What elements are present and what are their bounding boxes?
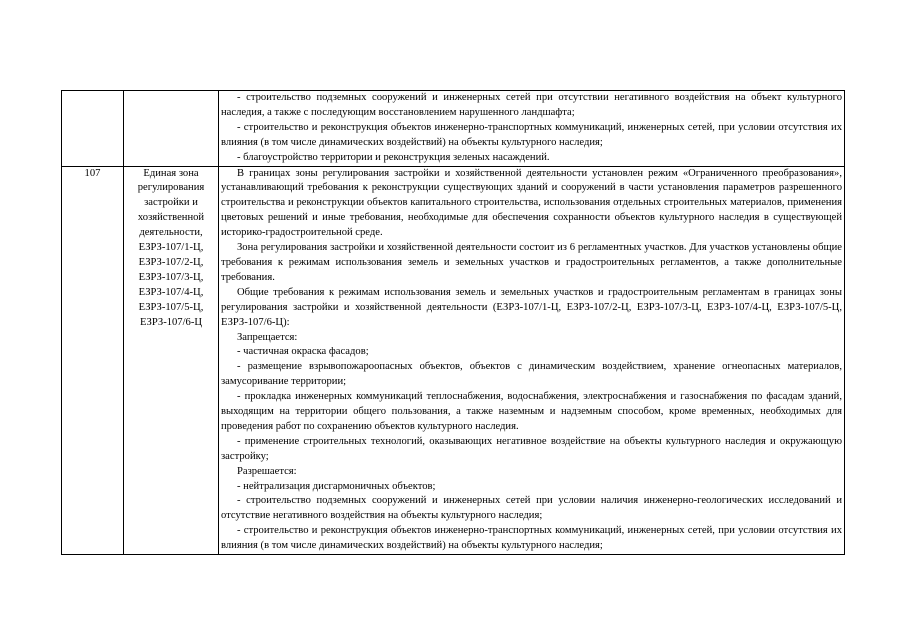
regime-paragraph: Общие требования к режимам использования земель и земельных участков и градостроительным регламентам в границах зоны регулирования застройки и хозяйственной деятельности (ЕЗРЗ-107/1-Ц, ЕЗРЗ-107/2-Ц, ЕЗРЗ-107/3-Ц, ЕЗРЗ-107/4-Ц, ЕЗРЗ-107/5-Ц, ЕЗРЗ-107/6-Ц): [221, 286, 842, 328]
table-row [62, 166, 845, 555]
prohibited-heading: Запрещается: [237, 331, 298, 343]
requirement-item: - строительство подземных сооружений и инженерных сетей при отсутствии негативного воздействия на объект культурного наследия, а также с последующим восстановлением нарушенного ландшафта; [221, 92, 842, 118]
table-row [62, 91, 845, 167]
requirements-cell [219, 91, 845, 167]
zone-code: ЕЗРЗ-107/4-Ц, [138, 286, 204, 298]
requirement-item: - частичная окраска фасадов; [237, 346, 369, 358]
zone-name-cell [124, 166, 219, 555]
requirement-item: - прокладка инженерных коммуникаций теплоснабжения, водоснабжения, электроснабжения и газоснабжения по фасадам зданий, выходящим на территории общего пользования, а также наземным и надземным способом, кроме временных, необходимых для проведения работ по сохранению объектов культурного наследия. [221, 391, 842, 432]
zone-code: ЕЗРЗ-107/6-Ц [139, 316, 203, 328]
row-number-cell [62, 91, 124, 167]
requirement-item: - благоустройство территории и реконструкция зеленых насаждений. [237, 151, 550, 163]
zone-name: Единая зона регулирования застройки и хозяйственной деятельности, [137, 167, 205, 239]
requirement-item: - строительство и реконструкция объектов инженерно-транспортных коммуникаций, инженерных сетей, при условии отсутствия их влияния (в том числе динамических воздействий) на объекты культурного наследия; [221, 121, 842, 148]
requirement-item: - размещение взрывопожароопасных объектов, объектов с динамическим воздействием, хранение огнеопасных материалов, замусоривание территории; [221, 361, 842, 388]
requirement-item: - строительство и реконструкция объектов инженерно-транспортных коммуникаций, инженерных сетей, при условии отсутствия их влияния (в том числе динамических воздействий) на объекты культурного наследия; [221, 525, 842, 552]
regime-paragraph: В границах зоны регулирования застройки и хозяйственной деятельности установлен режим «Ограниченного преобразования», устанавливающий требования к реконструкции существующих зданий и сооружений в части установления параметров разрешенного строительства и реконструкции объектов капитального строительства, использования отдельных строительных материалов, применения цветовых решений и иные требования, необходимые для обеспечения сохранности объектов культурного наследия в существующей историко-градостроительной среде. [221, 167, 842, 239]
requirements-table [61, 90, 845, 555]
requirement-item: - строительство подземных сооружений и инженерных сетей при условии наличия инженерно-геологических исследований и отсутствие негативного воздействия на объекты культурного наследия; [221, 495, 842, 522]
allowed-heading: Разрешается: [237, 465, 297, 477]
zone-code: ЕЗРЗ-107/2-Ц, [138, 256, 204, 268]
zone-code: ЕЗРЗ-107/3-Ц, [138, 271, 204, 283]
regime-paragraph: Зона регулирования застройки и хозяйственной деятельности состоит из 6 регламентных участков. Для участков установлены общие требования к режимам использования земель и земельных участков и градостроительных регламентов, а также дополнительные требования. [221, 242, 842, 283]
zone-name-cell [124, 91, 219, 167]
row-number-cell: 107 [62, 166, 124, 555]
zone-code: ЕЗРЗ-107/5-Ц, [138, 301, 204, 313]
requirements-cell [219, 166, 845, 555]
requirement-item: - нейтрализация дисгармоничных объектов; [237, 480, 436, 492]
requirement-item: - применение строительных технологий, оказывающих негативное воздействие на объекты культурного наследия и окружающую застройку; [221, 435, 842, 462]
zone-code: ЕЗРЗ-107/1-Ц, [138, 242, 204, 254]
